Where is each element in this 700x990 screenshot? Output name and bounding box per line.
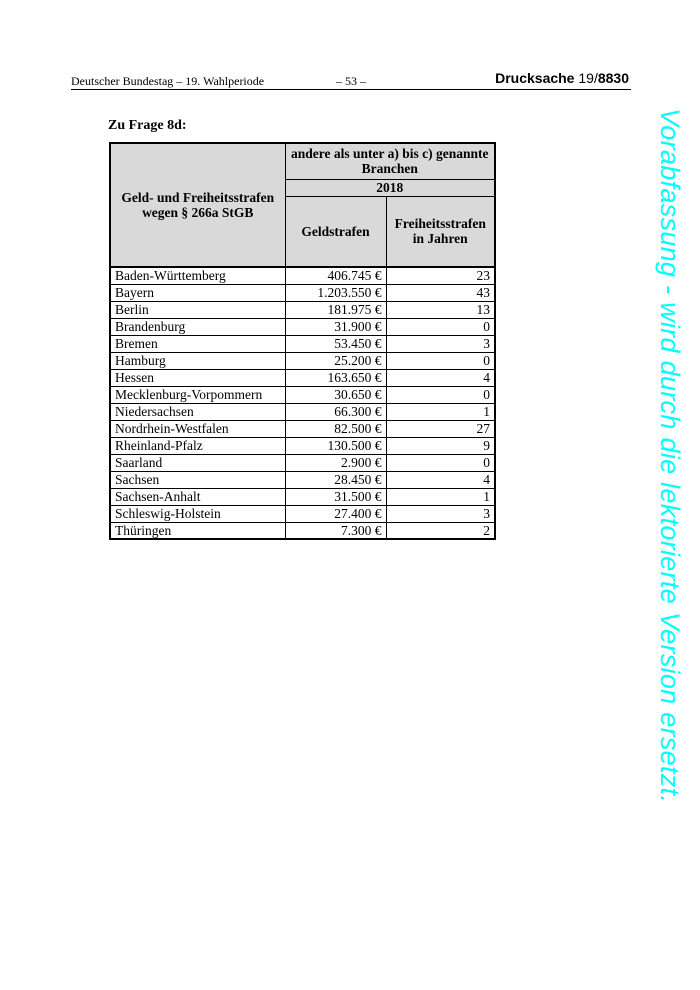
state-cell: Bremen — [110, 335, 285, 352]
state-cell: Berlin — [110, 301, 285, 318]
fines-header-cell: Geldstrafen — [285, 196, 386, 267]
table-row — [110, 352, 495, 369]
fines-cell: 30.650 € — [285, 386, 386, 403]
prison-years-cell: 23 — [386, 267, 495, 284]
penalties-table — [109, 142, 496, 540]
table-row — [110, 318, 495, 335]
fines-cell: 31.900 € — [285, 318, 386, 335]
parliament-period: Deutscher Bundestag – 19. Wahlperiode — [71, 74, 265, 88]
prison-years-cell: 13 — [386, 301, 495, 318]
table-row — [110, 471, 495, 488]
prison-years-cell: 1 — [386, 403, 495, 420]
fines-cell: 1.203.550 € — [285, 284, 386, 301]
prison-years-cell: 1 — [386, 488, 495, 505]
header-rule — [71, 89, 631, 90]
state-cell: Niedersachsen — [110, 403, 285, 420]
table-row — [110, 284, 495, 301]
state-cell: Bayern — [110, 284, 285, 301]
table-row — [110, 522, 495, 539]
state-cell: Thüringen — [110, 522, 285, 539]
state-cell: Sachsen — [110, 471, 285, 488]
group-header-cell: andere als unter a) bis c) genannte Branchen — [285, 143, 495, 179]
page-number: – 53 – — [336, 74, 366, 88]
prison-years-cell: 0 — [386, 352, 495, 369]
fines-cell: 66.300 € — [285, 403, 386, 420]
row-header-cell: Geld- und Freiheitsstrafen wegen § 266a StGB — [110, 143, 285, 267]
fines-cell: 181.975 € — [285, 301, 386, 318]
state-cell: Nordrhein-Westfalen — [110, 420, 285, 437]
state-cell: Saarland — [110, 454, 285, 471]
fines-cell: 82.500 € — [285, 420, 386, 437]
year-header-cell: 2018 — [285, 179, 495, 196]
prison-years-cell: 0 — [386, 386, 495, 403]
fines-cell: 7.300 € — [285, 522, 386, 539]
table-header — [110, 143, 495, 267]
document-number — [495, 70, 629, 86]
table-row — [110, 505, 495, 522]
fines-cell: 406.745 € — [285, 267, 386, 284]
document-number-prefix: 19/ — [578, 70, 598, 86]
fines-cell: 28.450 € — [285, 471, 386, 488]
table-row — [110, 403, 495, 420]
table-row — [110, 267, 495, 284]
state-cell: Hamburg — [110, 352, 285, 369]
prison-years-cell: 4 — [386, 369, 495, 386]
state-cell: Brandenburg — [110, 318, 285, 335]
page-header — [71, 70, 631, 90]
document-label: Drucksache — [495, 70, 575, 86]
prison-years-cell: 9 — [386, 437, 495, 454]
state-cell: Mecklenburg-Vorpommern — [110, 386, 285, 403]
table-row — [110, 369, 495, 386]
fines-cell: 25.200 € — [285, 352, 386, 369]
state-cell: Sachsen-Anhalt — [110, 488, 285, 505]
fines-cell: 27.400 € — [285, 505, 386, 522]
state-cell: Schleswig-Holstein — [110, 505, 285, 522]
prison-years-cell: 3 — [386, 505, 495, 522]
table-row — [110, 454, 495, 471]
table-row — [110, 420, 495, 437]
state-cell: Rheinland-Pfalz — [110, 437, 285, 454]
table-row — [110, 301, 495, 318]
document-number-main: 8830 — [597, 70, 629, 86]
table-row — [110, 386, 495, 403]
table-body — [110, 267, 495, 539]
prison-years-cell: 43 — [386, 284, 495, 301]
prison-years-cell: 2 — [386, 522, 495, 539]
fines-cell: 163.650 € — [285, 369, 386, 386]
table-row — [110, 437, 495, 454]
state-cell: Baden-Württemberg — [110, 267, 285, 284]
state-cell: Hessen — [110, 369, 285, 386]
fines-cell: 31.500 € — [285, 488, 386, 505]
draft-watermark: Vorabfassung - wird durch die lektorierte Version ersetzt. — [655, 108, 685, 804]
prison-years-cell: 0 — [386, 318, 495, 335]
section-heading: Zu Frage 8d: — [108, 118, 187, 133]
table-row — [110, 488, 495, 505]
fines-cell: 2.900 € — [285, 454, 386, 471]
prison-header-cell: Freiheitsstrafen in Jahren — [386, 196, 495, 267]
prison-years-cell: 3 — [386, 335, 495, 352]
prison-years-cell: 4 — [386, 471, 495, 488]
prison-years-cell: 0 — [386, 454, 495, 471]
fines-cell: 53.450 € — [285, 335, 386, 352]
prison-years-cell: 27 — [386, 420, 495, 437]
table-row — [110, 335, 495, 352]
fines-cell: 130.500 € — [285, 437, 386, 454]
